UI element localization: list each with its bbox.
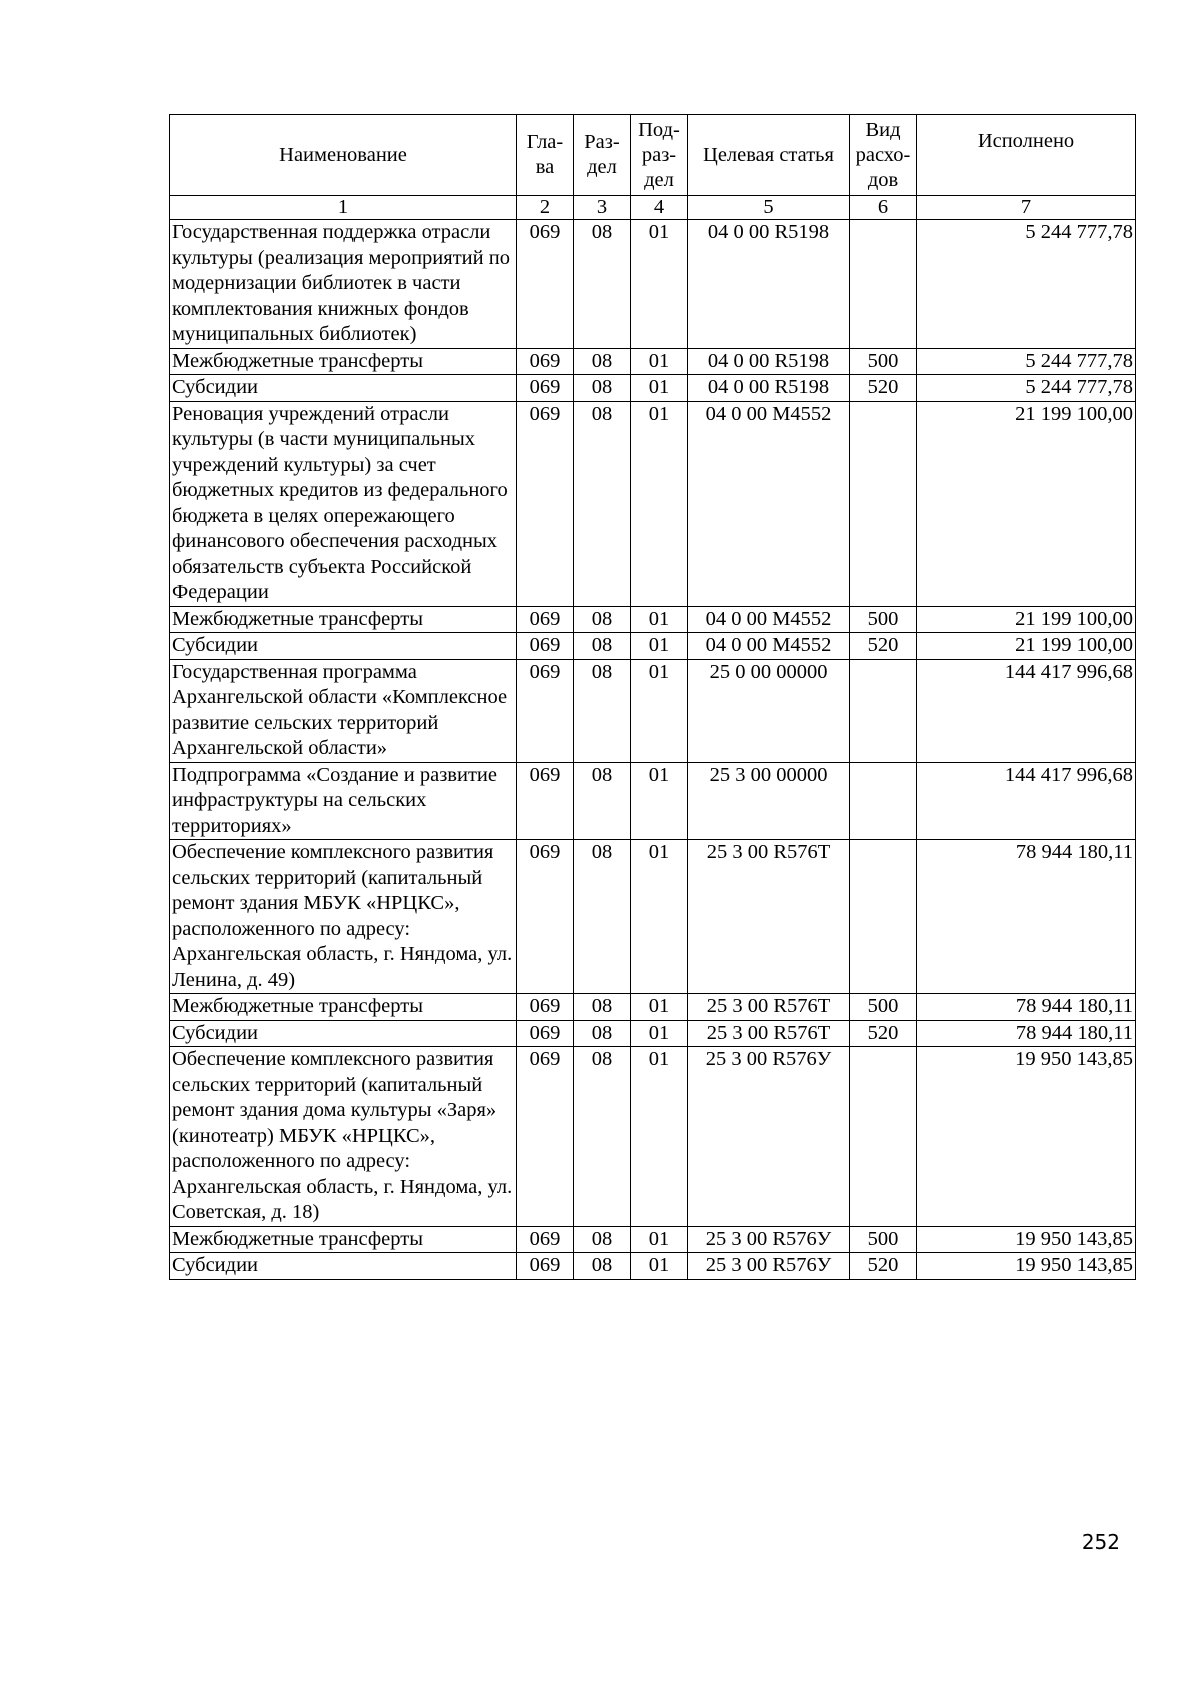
row-razdel: 08 [574,348,631,375]
row-glava: 069 [517,1020,574,1047]
row-name: Подпрограмма «Создание и развитие инфраструктуры на сельских территориях» [170,762,517,840]
row-expense-type [850,840,917,994]
row-name: Межбюджетные трансферты [170,606,517,633]
row-razdel: 08 [574,606,631,633]
row-podrazdel: 01 [631,840,688,994]
row-podrazdel: 01 [631,375,688,402]
row-podrazdel: 01 [631,606,688,633]
row-name: Реновация учреждений отрасли культуры (в части муниципальных учреждений культуры) за счет бюджетных кредитов из федерального бюджета в целях опережающего финансового обеспечения расходных обязательств субъекта Российской Федерации [170,401,517,606]
row-expense-type [850,762,917,840]
row-podrazdel: 01 [631,401,688,606]
row-glava: 069 [517,375,574,402]
header-target-article: Целевая статья [688,115,850,196]
row-glava: 069 [517,1226,574,1253]
row-name: Субсидии [170,1020,517,1047]
table-row [170,401,1136,606]
row-target-article: 25 3 00 R576T [688,840,850,994]
table-row [170,1226,1136,1253]
header-razdel: Раз- дел [574,115,631,196]
row-glava: 069 [517,994,574,1021]
column-number-row [170,196,1136,220]
col-number: 7 [917,196,1136,220]
table-row [170,348,1136,375]
row-executed-amount: 21 199 100,00 [917,633,1136,660]
row-podrazdel: 01 [631,1020,688,1047]
table-row [170,633,1136,660]
row-executed-amount: 78 944 180,11 [917,994,1136,1021]
row-name: Субсидии [170,633,517,660]
row-expense-type: 520 [850,1020,917,1047]
row-expense-type [850,659,917,762]
row-target-article: 04 0 00 R5198 [688,348,850,375]
table-row [170,1020,1136,1047]
row-target-article: 04 0 00 M4552 [688,401,850,606]
col-number: 1 [170,196,517,220]
col-number: 3 [574,196,631,220]
row-razdel: 08 [574,1047,631,1227]
row-target-article: 25 3 00 R576У [688,1047,850,1227]
table-header-row [170,115,1136,196]
table-row [170,1047,1136,1227]
row-target-article: 04 0 00 M4552 [688,633,850,660]
row-expense-type: 520 [850,375,917,402]
table-row [170,606,1136,633]
row-podrazdel: 01 [631,1047,688,1227]
row-executed-amount: 19 950 143,85 [917,1253,1136,1280]
col-number: 6 [850,196,917,220]
row-glava: 069 [517,659,574,762]
col-number: 5 [688,196,850,220]
row-target-article: 25 3 00 R576T [688,1020,850,1047]
row-target-article: 25 3 00 00000 [688,762,850,840]
row-razdel: 08 [574,1253,631,1280]
row-name: Обеспечение комплексного развития сельских территорий (капитальный ремонт здания дома культуры «Заря» (кинотеатр) МБУК «НРЦКС», расположенного по адресу: Архангельская область, г. Няндома, ул. Советская, д. 18) [170,1047,517,1227]
table-row [170,994,1136,1021]
header-executed: Исполнено [917,115,1136,196]
header-name: Наименование [170,115,517,196]
row-razdel: 08 [574,1020,631,1047]
row-expense-type: 500 [850,348,917,375]
row-podrazdel: 01 [631,633,688,660]
table-row [170,659,1136,762]
row-executed-amount: 144 417 996,68 [917,659,1136,762]
row-name: Обеспечение комплексного развития сельских территорий (капитальный ремонт здания МБУК «НРЦКС», расположенного по адресу: Архангельская область, г. Няндома, ул. Ленина, д. 49) [170,840,517,994]
row-razdel: 08 [574,994,631,1021]
row-expense-type: 500 [850,1226,917,1253]
row-glava: 069 [517,220,574,349]
row-expense-type: 520 [850,633,917,660]
table-body [170,220,1136,1280]
row-glava: 069 [517,1047,574,1227]
row-glava: 069 [517,348,574,375]
col-number: 2 [517,196,574,220]
row-podrazdel: 01 [631,994,688,1021]
row-executed-amount: 78 944 180,11 [917,1020,1136,1047]
budget-execution-table [169,114,1136,1280]
row-podrazdel: 01 [631,762,688,840]
row-podrazdel: 01 [631,659,688,762]
col-number: 4 [631,196,688,220]
row-podrazdel: 01 [631,1253,688,1280]
header-podrazdel: Под- раз- дел [631,115,688,196]
page-number: 252 [1081,1530,1120,1554]
row-razdel: 08 [574,375,631,402]
row-razdel: 08 [574,401,631,606]
row-name: Субсидии [170,375,517,402]
row-target-article: 25 0 00 00000 [688,659,850,762]
row-glava: 069 [517,840,574,994]
row-podrazdel: 01 [631,220,688,349]
row-name: Государственная поддержка отрасли культуры (реализация мероприятий по модернизации библиотек в части комплектования книжных фондов муниципальных библиотек) [170,220,517,349]
table-row [170,375,1136,402]
header-expense-type: Вид расхо- дов [850,115,917,196]
row-executed-amount: 19 950 143,85 [917,1226,1136,1253]
row-razdel: 08 [574,762,631,840]
row-glava: 069 [517,606,574,633]
row-glava: 069 [517,401,574,606]
row-target-article: 04 0 00 M4552 [688,606,850,633]
row-executed-amount: 21 199 100,00 [917,606,1136,633]
row-executed-amount: 5 244 777,78 [917,348,1136,375]
row-razdel: 08 [574,1226,631,1253]
row-expense-type [850,1047,917,1227]
table-row [170,762,1136,840]
table-row [170,1253,1136,1280]
row-target-article: 25 3 00 R576У [688,1226,850,1253]
row-podrazdel: 01 [631,1226,688,1253]
table-row [170,840,1136,994]
row-executed-amount: 19 950 143,85 [917,1047,1136,1227]
row-razdel: 08 [574,659,631,762]
row-executed-amount: 5 244 777,78 [917,375,1136,402]
row-name: Межбюджетные трансферты [170,994,517,1021]
row-executed-amount: 5 244 777,78 [917,220,1136,349]
row-executed-amount: 78 944 180,11 [917,840,1136,994]
row-glava: 069 [517,762,574,840]
row-razdel: 08 [574,633,631,660]
row-name: Межбюджетные трансферты [170,1226,517,1253]
row-razdel: 08 [574,840,631,994]
row-name: Межбюджетные трансферты [170,348,517,375]
row-razdel: 08 [574,220,631,349]
row-podrazdel: 01 [631,348,688,375]
header-glava: Гла- ва [517,115,574,196]
row-expense-type: 520 [850,1253,917,1280]
table-row [170,220,1136,349]
row-executed-amount: 21 199 100,00 [917,401,1136,606]
row-glava: 069 [517,1253,574,1280]
row-name: Государственная программа Архангельской области «Комплексное развитие сельских территорий Архангельской области» [170,659,517,762]
row-name: Субсидии [170,1253,517,1280]
row-target-article: 25 3 00 R576T [688,994,850,1021]
row-expense-type: 500 [850,994,917,1021]
row-target-article: 04 0 00 R5198 [688,375,850,402]
row-expense-type [850,220,917,349]
row-expense-type: 500 [850,606,917,633]
row-glava: 069 [517,633,574,660]
row-target-article: 04 0 00 R5198 [688,220,850,349]
row-target-article: 25 3 00 R576У [688,1253,850,1280]
row-expense-type [850,401,917,606]
row-executed-amount: 144 417 996,68 [917,762,1136,840]
